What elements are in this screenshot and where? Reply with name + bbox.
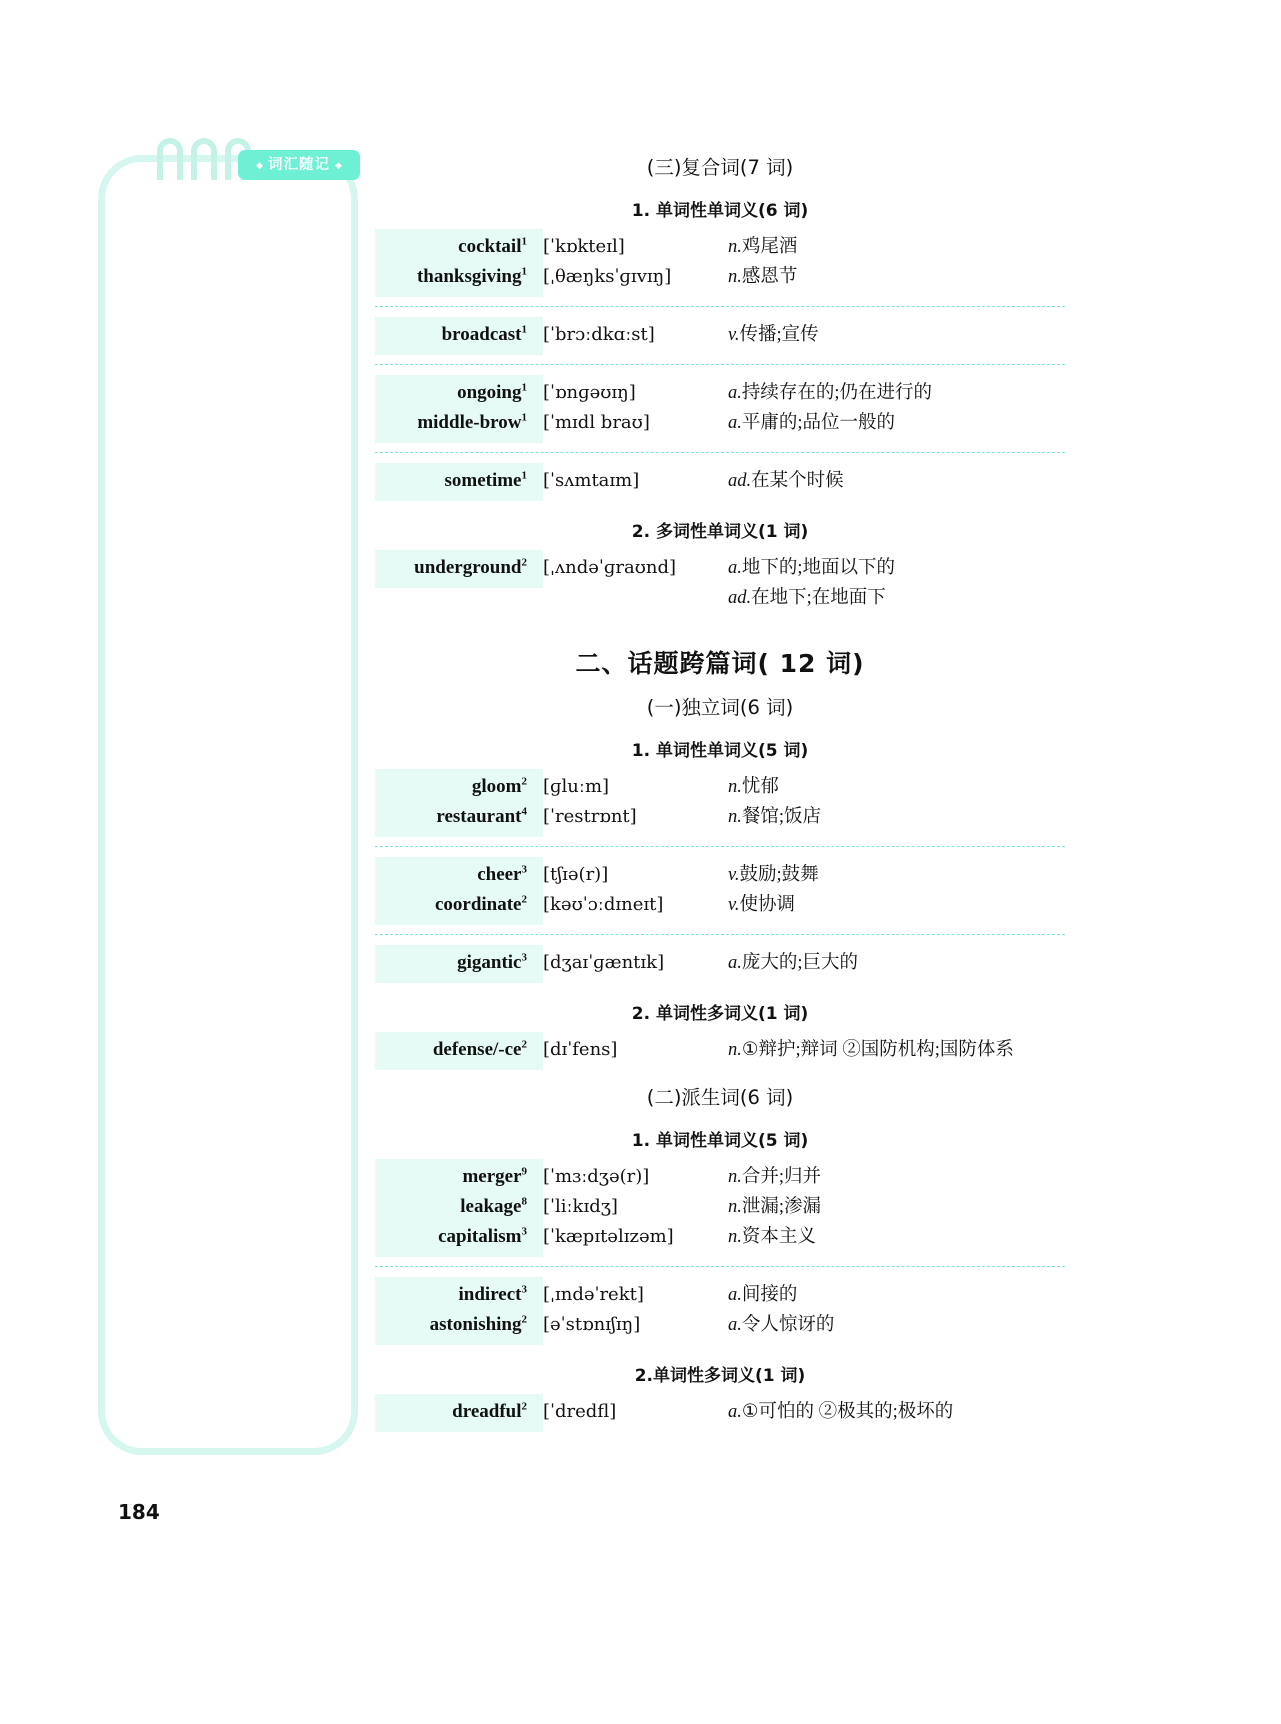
word-group-entries	[375, 233, 1065, 293]
word-frequency-superscript: 3	[521, 863, 527, 876]
word-definition: n.感恩节	[728, 267, 798, 287]
word-frequency-superscript: 2	[521, 1313, 527, 1326]
word-group-entries	[375, 321, 1065, 351]
word-entry	[375, 1223, 1065, 1253]
word-frequency-superscript: 9	[521, 1165, 527, 1178]
part-of-speech: n.	[728, 807, 742, 827]
word-definition: n.合并;归并	[728, 1167, 822, 1187]
word-phonetic: [ˌɪndəˈrekt]	[543, 1284, 644, 1305]
word-definition: n.资本主义	[728, 1227, 816, 1247]
word-group	[375, 769, 1065, 837]
word-frequency-superscript: 2	[521, 1038, 527, 1051]
word-phonetic: [dɪˈfens]	[543, 1039, 618, 1060]
part-of-speech: n.	[728, 1197, 742, 1217]
word-headword: indirect$^3$	[458, 1283, 527, 1305]
word-group	[375, 229, 1065, 297]
word-headword: dreadful$^2$	[452, 1400, 527, 1422]
word-entry	[375, 321, 1065, 351]
part-of-speech: ad.	[728, 471, 752, 491]
word-frequency-superscript: 1	[521, 265, 527, 278]
word-frequency-superscript: 8	[521, 1195, 527, 1208]
part-of-speech: a.	[728, 1315, 742, 1335]
word-group-entries	[375, 467, 1065, 497]
word-phonetic: [əˈstɒnɪʃɪŋ]	[543, 1314, 641, 1335]
badge-label: 词汇随记	[268, 156, 330, 173]
word-frequency-superscript: 2	[521, 1400, 527, 1413]
word-entry	[375, 891, 1065, 921]
word-group	[375, 364, 1065, 443]
part-of-speech: v.	[728, 325, 740, 345]
word-definition: n.①辩护;辩词 ②国防机构;国防体系	[728, 1040, 1014, 1060]
word-entry	[375, 1036, 1065, 1066]
word-group	[375, 452, 1065, 501]
word-frequency-superscript: 1	[521, 469, 527, 482]
word-definition: n.忧郁	[728, 777, 779, 797]
section-heading-derived-words: (二)派生词(6 词)	[646, 1086, 794, 1109]
word-headword: leakage$^8$	[460, 1195, 527, 1217]
word-headword: ongoing$^1$	[457, 381, 527, 403]
word-entry	[375, 1163, 1065, 1193]
word-headword: coordinate$^2$	[434, 893, 527, 915]
word-frequency-superscript: 1	[521, 235, 527, 248]
word-phonetic: [ˈmɜːdʒə(r)]	[543, 1166, 650, 1187]
word-entry	[375, 554, 1065, 584]
spiral-ring-icon	[191, 138, 217, 180]
word-headword: sometime$^1$	[444, 469, 527, 491]
word-entry	[375, 1311, 1065, 1341]
word-phonetic: [ˈsʌmtaɪm]	[543, 470, 640, 491]
word-frequency-superscript: 3	[521, 951, 527, 964]
part-of-speech: n.	[728, 1227, 742, 1247]
word-phonetic: [ˈrestrɒnt]	[543, 806, 637, 827]
word-definition: a.①可怕的 ②极其的;极坏的	[728, 1402, 954, 1422]
subsection-heading-multi-pos-single-sense-1: 2. 多词性单词义(1 词)	[631, 522, 809, 542]
word-definition: a.令人惊讶的	[728, 1315, 835, 1335]
subsection-heading-single-pos-single-sense-1: 1. 单词性单词义(6 词)	[631, 201, 809, 221]
subsection-heading-single-pos-single-sense-3: 1. 单词性单词义(5 词)	[631, 1131, 809, 1151]
word-definition: n.餐馆;饭店	[728, 807, 822, 827]
word-entry	[375, 1193, 1065, 1223]
word-definition: a.地下的;地面以下的	[728, 558, 896, 578]
part-of-speech: a.	[728, 1402, 742, 1422]
word-definition: v.传播;宣传	[728, 325, 819, 345]
word-phonetic: [ˈmɪdl braʊ]	[543, 412, 650, 433]
word-definition-extra-row	[375, 584, 1065, 614]
word-group	[375, 306, 1065, 355]
word-group	[375, 1032, 1065, 1070]
word-headword: cocktail$^1$	[458, 235, 527, 257]
word-definition: ad.在地下;在地面下	[728, 588, 886, 608]
word-entry	[375, 467, 1065, 497]
part-of-speech: ad.	[728, 588, 752, 608]
word-phonetic: [ˈdredfl]	[543, 1401, 617, 1422]
word-group	[375, 1266, 1065, 1345]
word-frequency-superscript: 2	[521, 775, 527, 788]
notebook-frame	[98, 155, 358, 1455]
word-group	[375, 1159, 1065, 1257]
word-entry	[375, 379, 1065, 409]
word-phonetic: [tʃɪə(r)]	[543, 864, 609, 885]
word-group-entries	[375, 861, 1065, 921]
word-phonetic: [ˈkæpɪtəlɪzəm]	[543, 1226, 674, 1247]
word-definition: a.庞大的;巨大的	[728, 953, 859, 973]
word-headword: gigantic$^3$	[457, 951, 527, 973]
word-group-entries	[375, 379, 1065, 439]
word-headword: restaurant$^4$	[436, 805, 527, 827]
part-of-speech: a.	[728, 413, 742, 433]
word-phonetic: [ˈbrɔːdkɑːst]	[543, 324, 655, 345]
word-headword: astonishing$^2$	[429, 1313, 527, 1335]
word-entry	[375, 1281, 1065, 1311]
word-entry	[375, 1398, 1065, 1428]
word-definition: a.平庸的;品位一般的	[728, 413, 896, 433]
word-headword: defense/$-ce^2$	[432, 1038, 527, 1060]
word-definition: v.使协调	[728, 895, 795, 915]
word-headword: merger$^9$	[462, 1165, 527, 1187]
part-of-speech: n.	[728, 1040, 742, 1060]
subsection-heading-single-pos-multi-sense-1: 2. 单词性多词义(1 词)	[631, 1004, 809, 1024]
diamond-left-icon: ◆	[256, 159, 263, 170]
word-frequency-superscript: 1	[521, 381, 527, 394]
word-phonetic: [ˌʌndəˈɡraʊnd]	[543, 557, 677, 578]
word-group	[375, 846, 1065, 925]
word-frequency-superscript: 1	[521, 323, 527, 336]
word-entry	[375, 773, 1065, 803]
part-of-speech: a.	[728, 383, 742, 403]
part-of-speech: n.	[728, 237, 742, 257]
word-group-entries	[375, 1163, 1065, 1253]
word-group-entries	[375, 1398, 1065, 1428]
word-frequency-superscript: 1	[521, 411, 527, 424]
word-frequency-superscript: 2	[521, 893, 527, 906]
word-phonetic: [ˌθæŋksˈɡɪvɪŋ]	[543, 266, 672, 287]
word-headword: middle-brow$^1$	[417, 411, 527, 433]
section-heading-cross-topic-words: 二、话题跨篇词( 12 词)	[575, 649, 865, 678]
section-heading-independent-words: (一)独立词(6 词)	[646, 696, 794, 719]
word-group	[375, 934, 1065, 983]
word-phonetic: [kəʊˈɔːdɪneɪt]	[543, 894, 664, 915]
diamond-right-icon: ◆	[335, 159, 342, 170]
part-of-speech: n.	[728, 1167, 742, 1187]
word-definition: n.鸡尾酒	[728, 237, 798, 257]
word-group-entries	[375, 949, 1065, 979]
word-group-entries	[375, 1036, 1065, 1066]
word-headword: underground$^2$	[414, 556, 527, 578]
section-heading-compound-words: (三)复合词(7 词)	[646, 156, 794, 179]
word-headword: broadcast$^1$	[441, 323, 527, 345]
vocabulary-notes-badge	[238, 150, 360, 180]
part-of-speech: v.	[728, 895, 740, 915]
word-group-entries	[375, 554, 1065, 614]
word-headword: cheer$^3$	[477, 863, 527, 885]
word-phonetic: [ɡluːm]	[543, 776, 610, 797]
word-definition: n.泄漏;渗漏	[728, 1197, 822, 1217]
word-definition: a.间接的	[728, 1285, 798, 1305]
word-phonetic: [ˈliːkɪdʒ]	[543, 1196, 618, 1217]
page-number: 184	[118, 1500, 160, 1524]
word-headword: gloom$^2$	[471, 775, 527, 797]
word-entry	[375, 949, 1065, 979]
word-group-entries	[375, 773, 1065, 833]
subsection-heading-single-pos-single-sense-2: 1. 单词性单词义(5 词)	[631, 741, 809, 761]
word-entry	[375, 861, 1065, 891]
word-frequency-superscript: 3	[521, 1283, 527, 1296]
word-phonetic: [ˈkɒkteɪl]	[543, 236, 625, 257]
part-of-speech: a.	[728, 558, 742, 578]
part-of-speech: a.	[728, 953, 742, 973]
word-frequency-superscript: 2	[521, 556, 527, 569]
word-phonetic: [dʒaɪˈɡæntɪk]	[543, 952, 665, 973]
word-group-entries	[375, 1281, 1065, 1341]
word-definition: ad.在某个时候	[728, 471, 844, 491]
word-headword: capitalism$^3$	[438, 1225, 527, 1247]
word-definition: v.鼓励;鼓舞	[728, 865, 819, 885]
part-of-speech: a.	[728, 1285, 742, 1305]
part-of-speech: n.	[728, 267, 742, 287]
word-definition: a.持续存在的;仍在进行的	[728, 383, 933, 403]
word-group	[375, 550, 1065, 618]
word-entry	[375, 803, 1065, 833]
word-entry	[375, 409, 1065, 439]
subsection-heading-single-pos-multi-sense-2: 2.单词性多词义(1 词)	[634, 1366, 806, 1386]
word-group	[375, 1394, 1065, 1432]
word-headword: thanksgiving$^1$	[416, 265, 527, 287]
word-frequency-superscript: 3	[521, 1225, 527, 1238]
part-of-speech: v.	[728, 865, 740, 885]
word-entry	[375, 263, 1065, 293]
part-of-speech: n.	[728, 777, 742, 797]
word-frequency-superscript: 4	[521, 805, 527, 818]
spiral-ring-icon	[157, 138, 183, 180]
word-phonetic: [ˈɒnɡəʊɪŋ]	[543, 382, 636, 403]
vocabulary-content	[375, 140, 1065, 1432]
word-entry	[375, 233, 1065, 263]
